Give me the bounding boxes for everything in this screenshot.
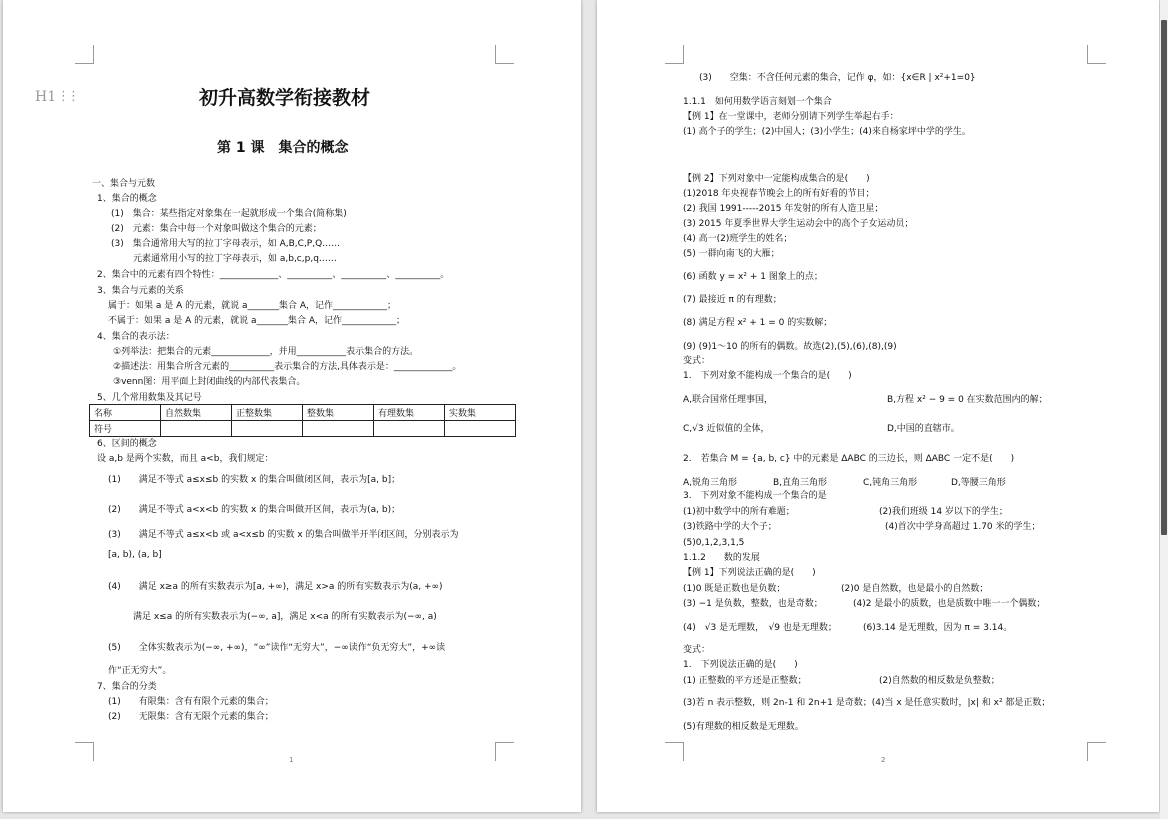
table-cell: 符号 — [90, 421, 161, 437]
text-line: (5) 全体实数表示为(−∞, +∞)，“∞”读作“无穷大”，−∞读作“负无穷大”，+∞读 — [108, 643, 446, 653]
heading-style-marker[interactable]: H1 — [35, 89, 57, 105]
text-line: (8) 满足方程 x² + 1 = 0 的实数解； — [683, 318, 833, 328]
page-number: 1 — [289, 756, 294, 764]
text-line: 变式： — [683, 356, 711, 366]
text-line: 5、几个常用数集及其记号 — [97, 393, 202, 403]
text-line: 1.1.1 如何用数学语言刻划一个集合 — [683, 97, 832, 107]
text-line: 属于：如果 a 是 A 的元素，就说 a_______集合 A，记作____________； — [108, 301, 397, 311]
page-number: 2 — [881, 756, 886, 764]
text-line: (2)0 是自然数，也是最小的自然数； — [841, 584, 989, 594]
text-line: B,方程 x² − 9 = 0 在实数范围内的解； — [887, 395, 1048, 405]
margin-corner-bottom-right — [495, 742, 514, 761]
lesson-title: 第 1 课 集合的概念 — [217, 140, 349, 156]
table-cell — [232, 421, 303, 437]
text-line: 1. 下列对象不能构成一个集合的是( ) — [683, 371, 852, 381]
text-line: A,锐角三角形 — [683, 478, 738, 488]
text-line: (4) 满足 x≥a 的所有实数表示为[a, +∞)，满足 x>a 的所有实数表示为(a, +∞) — [108, 582, 443, 592]
table-cell: 正整数集 — [232, 405, 303, 421]
text-line: (3) 集合通常用大写的拉丁字母表示，如 A,B,C,P,Q…… — [111, 239, 341, 249]
text-line: (2)我们班级 14 岁以下的学生； — [879, 507, 1008, 517]
text-line: (2) 元素：集合中每一个对象叫做这个集合的元素； — [111, 224, 322, 234]
text-line: 3、集合与元素的关系 — [97, 286, 184, 296]
text-line: (2)自然数的相反数是负整数； — [879, 676, 1000, 686]
text-line: (5)有理数的相反数是无理数。 — [683, 722, 804, 732]
drag-grip-icon[interactable]: ⋮⋮ — [57, 89, 77, 104]
text-line: (1) 集合：某些指定对象集在一起就形成一个集合(简称集) — [111, 209, 347, 219]
text-line: 满足 x≤a 的所有实数表示为(−∞, a]，满足 x<a 的所有实数表示为(−∞, a) — [133, 612, 437, 622]
text-line: (5)0,1,2,3,1,5 — [683, 538, 745, 548]
text-line: (3) 空集：不含任何元素的集合，记作 φ，如：{x∈R | x²+1=0} — [699, 73, 976, 83]
text-line: 2. 若集合 M = {a, b, c} 中的元素是 ΔABC 的三边长，则 ΔABC 一定不是( ) — [683, 454, 1015, 464]
text-line: (9) (9)1～10 的所有的偶数。故选(2),(5),(6),(8),(9) — [683, 342, 897, 352]
text-line: (4)2 是最小的质数，也是质数中唯一一个偶数； — [853, 599, 1046, 609]
text-line: (3) 满足不等式 a≤x<b 或 a<x≤b 的实数 x 的集合叫做半开半闭区间，分别表示为 — [108, 530, 459, 540]
table-cell: 自然数集 — [161, 405, 232, 421]
text-line: (3) −1 是负数，整数，也是奇数； — [683, 599, 823, 609]
table-cell — [374, 421, 445, 437]
text-line: (1) 正整数的平方还是正整数； — [683, 676, 807, 686]
text-line: (1)初中数学中的所有难题； — [683, 507, 795, 517]
margin-corner-top-right — [1087, 45, 1106, 64]
table-cell: 名称 — [90, 405, 161, 421]
text-line: 1.1.2 数的发展 — [683, 553, 760, 563]
text-line: (2) 无限集：含有无限个元素的集合； — [108, 712, 274, 722]
document-page-1 — [3, 0, 581, 812]
text-line: D,中国的直辖市。 — [887, 424, 960, 434]
document-page-2 — [597, 0, 1159, 812]
text-line: A,联合国常任理事国， — [683, 395, 774, 405]
text-line: (1) 满足不等式 a≤x≤b 的实数 x 的集合叫做闭区间，表示为[a, b]； — [108, 475, 401, 485]
text-line: 2、集合中的元素有四个特性：_____________、__________、__________、__________。 — [97, 270, 450, 280]
text-line: (2) 满足不等式 a<x<b 的实数 x 的集合叫做开区间，表示为(a, b)； — [108, 505, 401, 515]
margin-corner-top-right — [495, 45, 514, 64]
text-line: 7、集合的分类 — [97, 682, 157, 692]
text-line: 变式： — [683, 645, 711, 655]
text-line: ③venn图：用平面上封闭曲线的内部代表集合。 — [113, 377, 306, 387]
text-line: 【例 2】下列对象中一定能构成集合的是( ) — [683, 174, 870, 184]
text-line: ①列举法：把集合的元素_____________，并用___________表示集合的方法。 — [113, 347, 419, 357]
text-line: (3) 2015 年夏季世界大学生运动会中的高个子女运动员； — [683, 219, 914, 229]
margin-corner-bottom-left — [75, 742, 94, 761]
text-line: 3. 下列对象不能构成一个集合的是 — [683, 491, 827, 501]
text-line: (2) 我国 1991-----2015 年发射的所有人造卫星； — [683, 204, 884, 214]
number-sets-table — [89, 404, 516, 437]
text-line: (6)3.14 是无理数，因为 π = 3.14。 — [863, 623, 1013, 633]
table-cell: 实数集 — [445, 405, 516, 421]
text-line: 不属于：如果 a 是 A 的元素，就说 a_______集合 A，记作____________； — [108, 316, 406, 326]
text-line: 设 a,b 是两个实数，而且 a<b，我们规定： — [97, 454, 274, 464]
text-line: ②描述法：用集合所含元素的__________表示集合的方法,具体表示是：_____________。 — [113, 362, 462, 372]
margin-corner-top-left — [665, 45, 684, 64]
table-cell: 整数集 — [303, 405, 374, 421]
text-line: 1. 下列说法正确的是( ) — [683, 660, 798, 670]
text-line: D,等腰三角形 — [951, 478, 1006, 488]
text-line: (4) √3 是无理数， √9 也是无理数； — [683, 623, 837, 633]
text-line: 元素通常用小写的拉丁字母表示，如 a,b,c,p,q…… — [133, 254, 337, 264]
text-line: (1) 有限集：含有有限个元素的集合； — [108, 697, 274, 707]
text-line: (1)0 既是正数也是负数； — [683, 584, 786, 594]
text-line: (6) 函数 y = x² + 1 图象上的点； — [683, 272, 823, 282]
text-line: (3)铁路中学的大个子； — [683, 522, 777, 532]
text-line: 作“正无穷大”。 — [108, 666, 172, 676]
table-row — [90, 421, 516, 437]
text-line: 6、区间的概念 — [97, 439, 157, 449]
text-line: (3)若 n 表示整数，则 2n-1 和 2n+1 是奇数；(4)当 x 是任意实数时，|x| 和 x² 都是正数； — [683, 698, 1051, 708]
table-cell — [303, 421, 374, 437]
text-line: 【例 1】下列说法正确的是( ) — [683, 568, 816, 578]
text-line: (1) 高个子的学生；(2)中国人；(3)小学生；(4)来自杨家坪中学的学生。 — [683, 127, 971, 137]
text-line: [a, b), (a, b] — [108, 550, 162, 560]
document-title: 初升高数学衔接教材 — [199, 87, 371, 109]
table-row — [90, 405, 516, 421]
text-line: (7) 最接近 π 的有理数； — [683, 295, 782, 305]
margin-corner-bottom-right — [1087, 742, 1106, 761]
text-line: 1、集合的概念 — [97, 194, 157, 204]
text-line: (4)首次中学身高超过 1.70 米的学生； — [885, 522, 1041, 532]
text-line: (4) 高一(2)班学生的姓名； — [683, 234, 793, 244]
text-line: 一、集合与元数 — [92, 179, 156, 189]
scrollbar-thumb[interactable] — [1161, 20, 1167, 535]
table-cell — [445, 421, 516, 437]
table-cell — [161, 421, 232, 437]
margin-corner-top-left — [75, 45, 94, 64]
table-cell: 有理数集 — [374, 405, 445, 421]
text-line: (1)2018 年央视春节晚会上的所有好看的节目； — [683, 189, 875, 199]
text-line: 4、集合的表示法： — [97, 332, 175, 342]
text-line: C,√3 近似值的全体， — [683, 424, 770, 434]
text-line: 【例 1】在一堂课中，老师分别请下列学生举起右手： — [683, 112, 899, 122]
margin-corner-bottom-left — [665, 742, 684, 761]
text-line: C,钝角三角形 — [863, 478, 918, 488]
text-line: B,直角三角形 — [773, 478, 828, 488]
text-line: (5) 一群向南飞的大雁； — [683, 249, 780, 259]
